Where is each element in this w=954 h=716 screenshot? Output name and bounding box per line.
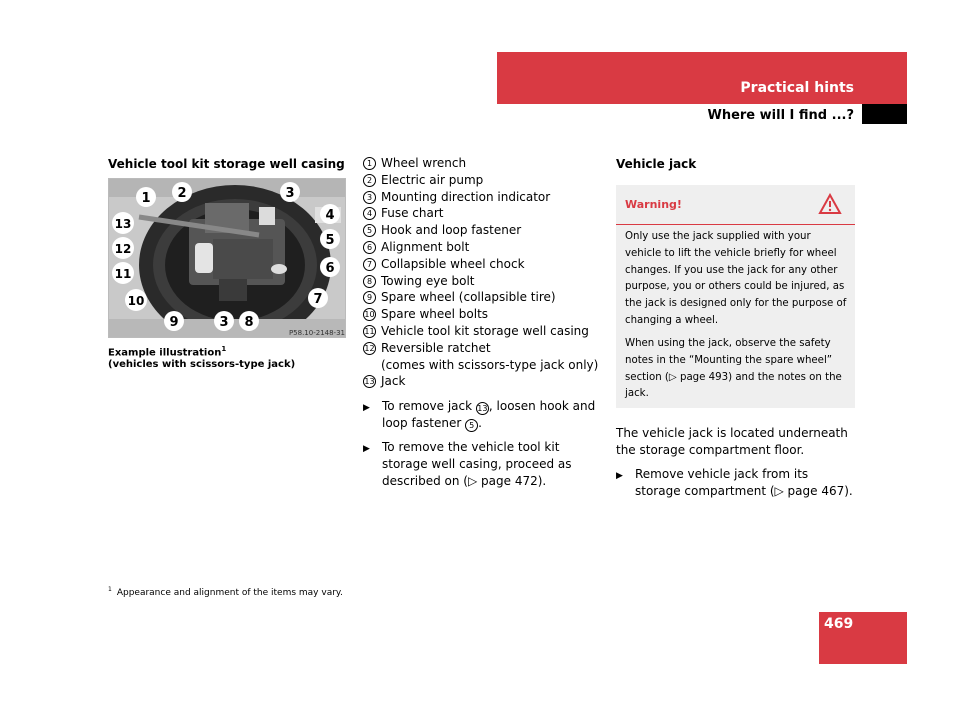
callout-2 <box>172 182 192 202</box>
tool-kit-item <box>363 189 603 206</box>
jack-location-text: The vehicle jack is located underneath the storage compartment floor. <box>616 426 848 457</box>
callout-5 <box>320 229 340 249</box>
instruction-remove-jack-storage: ▶ Remove vehicle jack from its storage compartment (▷ page 467). <box>616 467 853 498</box>
callout-9 <box>164 311 184 331</box>
tool-kit-item <box>363 239 603 256</box>
item-label: Alignment bolt <box>381 239 470 254</box>
warning-divider <box>616 224 855 225</box>
item-label: Jack <box>381 374 406 389</box>
item-number: 13 <box>364 377 375 387</box>
page-number: 469 <box>824 616 854 632</box>
tool-kit-item <box>363 222 603 239</box>
subsection-marker <box>862 104 907 124</box>
item-label: Towing eye bolt <box>381 273 475 288</box>
item-number: 1 <box>363 157 376 170</box>
tool-kit-item-list <box>363 155 603 390</box>
svg-text:3: 3 <box>219 315 229 330</box>
callout-12 <box>112 237 134 259</box>
header-bar <box>497 52 907 104</box>
item-label: Wheel wrench <box>381 156 467 170</box>
tool-kit-item <box>363 357 603 374</box>
instruction-remove-jack: ▶ To remove jack 13, loosen hook and loop fastener 5 . <box>363 399 596 430</box>
tool-kit-illustration <box>108 178 346 338</box>
item-label: Vehicle tool kit storage well casing <box>381 323 589 338</box>
item-number: 2 <box>363 174 376 187</box>
item-number: 6 <box>363 241 376 254</box>
callout-3-bottom <box>214 311 234 331</box>
item-number: 7 <box>363 258 376 271</box>
callout-13 <box>112 212 134 234</box>
bullet-arrow-icon: ▶ <box>363 403 370 413</box>
callout-4 <box>320 204 340 224</box>
item-number: 12 <box>364 343 375 353</box>
item-number: 11 <box>364 326 375 336</box>
tool-kit-item <box>363 340 603 357</box>
instruction-remove-casing: ▶ To remove the vehicle tool kit storage well casing, proceed as described on (▷ page 472). <box>363 440 572 488</box>
tool-kit-item <box>363 273 603 290</box>
item-label: Reversible ratchet <box>381 340 491 355</box>
bullet-arrow-icon: ▶ <box>363 444 370 454</box>
tool-kit-heading: Vehicle tool kit storage well casing <box>108 157 345 171</box>
item-number: 4 <box>363 207 376 220</box>
bullet-arrow-icon: ▶ <box>616 471 623 481</box>
svg-text:9: 9 <box>169 315 179 330</box>
tool-kit-item <box>363 256 603 273</box>
callout-8 <box>239 311 259 331</box>
vehicle-jack-heading: Vehicle jack <box>616 157 697 171</box>
svg-text:7: 7 <box>313 292 323 307</box>
warning-triangle-icon <box>818 193 842 219</box>
item-label: Electric air pump <box>381 172 484 187</box>
tool-kit-item <box>363 205 603 222</box>
svg-text:10: 10 <box>127 294 145 308</box>
item-number: 10 <box>364 310 375 320</box>
svg-text:4: 4 <box>325 208 335 223</box>
item-label: Hook and loop fastener <box>381 223 522 238</box>
tool-kit-item <box>363 323 603 340</box>
tool-kit-item <box>363 306 603 323</box>
svg-text:3: 3 <box>285 186 295 201</box>
footnote: $^1$ Appearance and alignment of the items may vary. <box>108 586 343 598</box>
tool-kit-item <box>363 172 603 189</box>
svg-text:5: 5 <box>325 233 335 248</box>
item-number: 3 <box>363 191 376 204</box>
item-number: 8 <box>363 275 376 288</box>
callout-7 <box>308 288 328 308</box>
item-number: 5 <box>363 224 376 237</box>
svg-text:11: 11 <box>114 267 132 281</box>
svg-text:13: 13 <box>114 217 132 231</box>
callout-11 <box>112 262 134 284</box>
tool-kit-item <box>363 289 603 306</box>
section-title: Practical hints <box>740 80 854 96</box>
tool-kit-item <box>363 373 603 390</box>
image-reference: P58.10-2148-31 <box>288 329 345 337</box>
warning-text-2: When using the jack, observe the safety notes in the “Mounting the spare wheel” section (▷ page 493) and the notes on the jack. <box>625 338 842 400</box>
tool-kit-item <box>363 155 603 172</box>
callout-1 <box>136 187 156 207</box>
item-label: Fuse chart <box>381 206 444 221</box>
item-label: Mounting direction indicator <box>381 189 551 204</box>
warning-title: Warning! <box>625 198 682 211</box>
item-number: 9 <box>363 291 376 304</box>
warning-text-1: Only use the jack supplied with your vehicle to lift the vehicle briefly for wheel changes. If you use the jack for any other purpose, you or others could be injured, as the jack is designed only for the purpose of changing a wheel. <box>625 231 847 326</box>
item-label: Collapsible wheel chock <box>381 256 525 271</box>
illustration-caption: Example illustration$^1$ (vehicles with scissors-type jack) <box>108 345 296 371</box>
svg-text:6: 6 <box>325 261 335 276</box>
subsection-title: Where will I find ...? <box>707 108 854 123</box>
callout-10 <box>125 289 147 311</box>
svg-text:1: 1 <box>141 191 151 206</box>
item-label: (comes with scissors-type jack only) <box>381 357 599 372</box>
svg-text:12: 12 <box>114 242 132 256</box>
item-label: Spare wheel (collapsible tire) <box>381 290 556 305</box>
item-label: Spare wheel bolts <box>381 307 489 322</box>
svg-text:8: 8 <box>244 315 254 330</box>
svg-text:2: 2 <box>177 186 187 201</box>
callout-3 <box>280 182 300 202</box>
callout-6 <box>320 257 340 277</box>
